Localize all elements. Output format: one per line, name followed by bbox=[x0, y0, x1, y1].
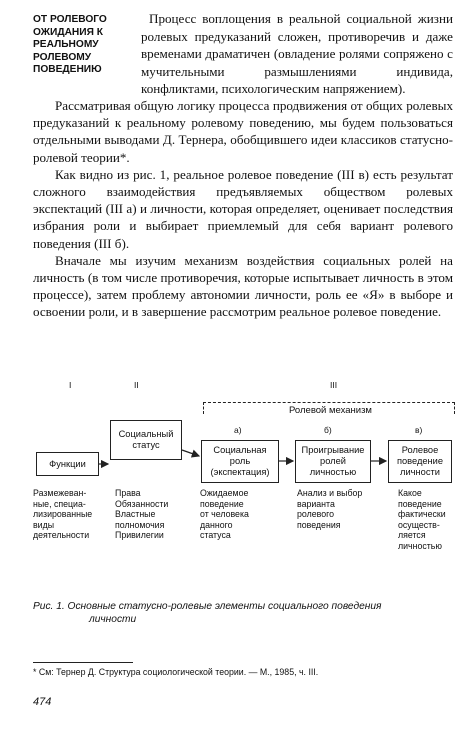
role-mechanism-label: Ролевой механизм bbox=[285, 405, 376, 416]
sublabel-c: в) bbox=[415, 425, 423, 435]
footnote: * См: Тернер Д. Структура социологической теории. — М., 1985, ч. III. bbox=[33, 667, 319, 677]
sublabel-b: б) bbox=[324, 425, 332, 435]
column-label-iii: III bbox=[330, 380, 338, 390]
description-behavior: Какое поведение фактически осуществ- ляется личностью bbox=[398, 488, 446, 551]
page-number: 474 bbox=[33, 696, 52, 708]
paragraph-figure-reference: Как видно из рис. 1, реальное ролевое поведение (III в) есть результат сложного взаимодействия предъявляемых обществом ролевых экспектаций (III а) и личности, которая определяет, оценивает последствия избрания роли и выбирает приемлемый для себя вариант ролевого поведения (III б). bbox=[33, 166, 453, 251]
description-functions: Размежеван- ные, специа- лизированные виды деятельности bbox=[33, 488, 93, 541]
paragraph-plan: Вначале мы изучим механизм воздействия социальных ролей на личность (в том числе противоречия, которые испытывает личность в этом процессе), затем проблему автономии личности, роль ее «Я» в выборе и освоении роли, и в завершение рассмотрим реальное ролевое поведение. bbox=[33, 252, 453, 320]
column-label-ii: II bbox=[134, 380, 139, 390]
footnote-rule bbox=[33, 662, 133, 663]
arrow-status-to-role bbox=[182, 450, 199, 456]
box-role-playing: Проигрывание ролей личностью bbox=[295, 440, 371, 483]
description-playing: Анализ и выбор варианта ролевого поведения bbox=[297, 488, 363, 530]
description-status: Права Обязанности Властные полномочия Привилегии bbox=[115, 488, 169, 541]
intro-paragraph: Процесс воплощения в реальной социальной жизни ролевых предуказаний сложен, противоречив и даже временами драматичен (овладение ролями сопряжено с мучительными размышлениями индивида, конфликтами, психологическим напряжением). bbox=[141, 11, 453, 97]
description-role: Ожидаемое поведение от человека данного статуса bbox=[200, 488, 249, 541]
section-side-heading: ОТ РОЛЕВОГО ОЖИДАНИЯ К РЕАЛЬНОМУ РОЛЕВОМУ ПОВЕДЕНИЮ bbox=[33, 14, 107, 76]
box-social-role: Социальная роль (экспектация) bbox=[201, 440, 279, 483]
box-social-status: Социальный статус bbox=[110, 420, 182, 460]
sublabel-a: а) bbox=[234, 425, 242, 435]
caption-line-1: Рис. 1. Основные статусно-ролевые элементы социального поведения bbox=[33, 601, 382, 612]
box-functions: Функции bbox=[36, 452, 99, 476]
caption-line-2: личности bbox=[89, 614, 137, 625]
box-role-behavior: Ролевое поведение личности bbox=[388, 440, 452, 483]
figure-caption bbox=[33, 600, 453, 626]
column-label-i: I bbox=[69, 380, 72, 390]
paragraph-turner: Рассматривая общую логику процесса продвижения от общих ролевых предуказаний к реальному ролевому поведению, мы будем пользоваться отдельными выводами Д. Тернера, обобщившего идеи классиков статусно-ролевой теории*. bbox=[33, 98, 453, 165]
